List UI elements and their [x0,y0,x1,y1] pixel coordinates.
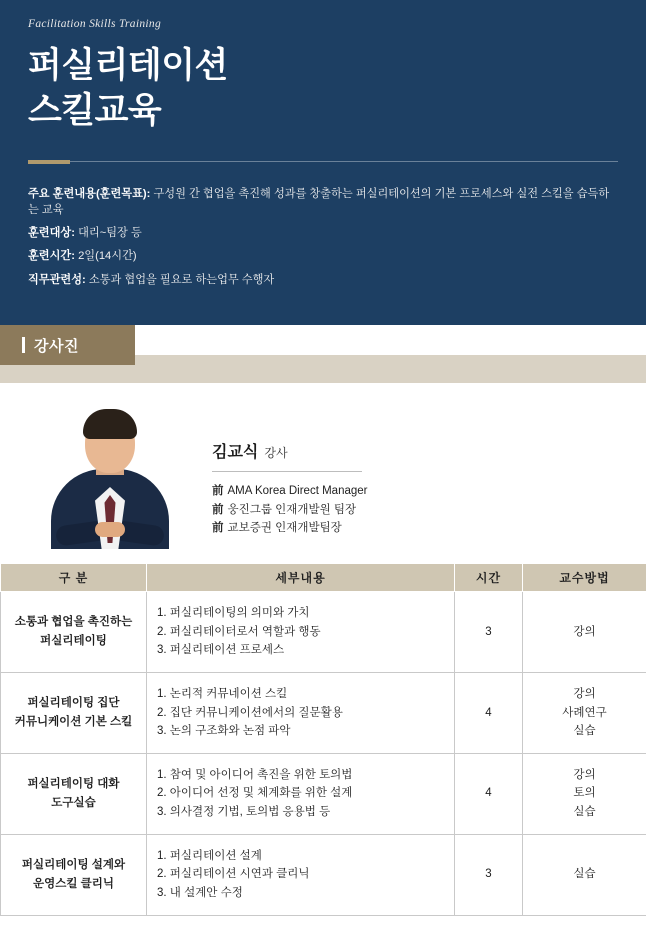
cell-details [147,672,455,753]
hero-meta-item [28,272,618,288]
instructor-name: 김교식 [212,444,259,461]
instructor-name-row [212,439,532,462]
instructors-section-label: 강사진 [34,337,79,355]
tab-accent-bar [22,337,25,353]
instructor-career-item [212,482,532,501]
hero-meta-list [28,186,618,288]
instructor-block [0,383,646,563]
table-header-row [1,564,646,592]
table-row [1,592,646,673]
career-text: AMA Korea Direct Manager [227,485,368,497]
hero-meta-value: 대리~팀장 등 [78,227,142,240]
instructor-career-item [212,501,532,520]
instructor-role: 강사 [264,446,288,460]
page-title-line-2: 스킬교육 [28,90,162,130]
detail-line: 3. 의사결정 기법, 토의법 응용법 등 [157,806,331,818]
curriculum-table-head [1,564,646,592]
detail-line: 3. 내 설계안 수정 [157,886,243,899]
hero-meta-item [28,186,618,218]
detail-line: 2. 퍼실리테이터로서 역할과 행동 [157,625,321,638]
hero-meta-item [28,225,618,241]
cell-hours: 3 [455,834,523,915]
table-row [1,672,646,753]
cell-method: 강의 사례연구 실습 [523,672,646,753]
detail-line: 2. 아이디어 선정 및 체계화를 위한 설계 [157,787,353,800]
instructor-divider [212,471,362,472]
detail-line: 2. 집단 커뮤니케이션에서의 질문활용 [157,706,343,719]
career-text: 웅진그룹 인재개발원 팀장 [227,503,357,516]
instructor-photo [50,397,170,549]
detail-line: 1. 퍼실리테이션 설계 [157,849,262,862]
table-row [1,753,646,834]
career-prefix: 前 [212,485,224,497]
hero-meta-value: 2일(14시간) [78,250,137,263]
hero-meta-item [28,248,618,264]
column-header-category: 구 분 [1,564,147,592]
career-prefix: 前 [212,522,224,535]
cell-details [147,592,455,673]
hero-meta-label: 주요 훈련내용(훈련목표): [28,187,151,200]
cell-details [147,834,455,915]
cell-category: 퍼실리테이팅 설계와 운영스킬 클리닉 [1,834,147,915]
instructor-career-item [212,519,532,538]
table-row [1,834,646,915]
career-prefix: 前 [212,503,224,516]
hero-meta-label: 직무관련성: [28,273,86,286]
page-title-line-1: 퍼실리테이션 [28,46,228,85]
curriculum-table-body [1,592,646,916]
hero-eyebrow: Facilitation Skills Training [28,18,161,30]
cell-category: 소통과 협업을 촉진하는 퍼실리테이팅 [1,592,147,673]
column-header-hours: 시간 [455,564,523,592]
detail-line: 3. 논의 구조화와 논점 파악 [157,725,291,738]
cell-hours: 4 [455,672,523,753]
instructors-section-band [0,325,646,383]
photo-hands [95,522,125,537]
career-text: 교보증권 인재개발팀장 [227,522,342,535]
curriculum-table [0,563,646,916]
detail-line: 2. 퍼실리테이션 시연과 클리닉 [157,868,310,881]
cell-method: 실습 [523,834,646,915]
column-header-method: 교수방법 [523,564,646,592]
cell-details [147,753,455,834]
cell-category: 퍼실리테이팅 집단 커뮤니케이션 기본 스킬 [1,672,147,753]
hero-section [0,0,646,325]
hero-divider-line [70,161,618,162]
detail-line: 3. 퍼실리테이션 프로세스 [157,644,285,657]
instructor-bio [212,403,532,538]
cell-hours: 4 [455,753,523,834]
detail-line: 1. 퍼실리테이팅의 의미와 가치 [157,607,310,619]
cell-hours: 3 [455,592,523,673]
hero-divider [28,160,618,164]
hero-meta-value: 구성원 간 협업을 촉진해 성과를 창출하는 퍼실리테이션의 기본 프로세스와 실전 스킬을 습득하는 교육 [28,187,610,216]
hero-meta-label: 훈련시간: [28,250,75,263]
page-title [28,44,618,134]
column-header-details: 세부내용 [147,564,455,592]
cell-method: 강의 [523,592,646,673]
detail-line: 1. 논리적 커뮤네이션 스킬 [157,687,288,700]
hero-meta-label: 훈련대상: [28,227,75,240]
instructors-section-tab [0,325,135,365]
cell-category: 퍼실리테이팅 대화 도구실습 [1,753,147,834]
cell-method: 강의 토의 실습 [523,753,646,834]
hero-meta-value: 소통과 협업을 필요로 하는업무 수행자 [88,273,275,286]
detail-line: 1. 참여 및 아이디어 촉진을 위한 토의법 [157,768,353,781]
hero-divider-accent [28,160,70,164]
